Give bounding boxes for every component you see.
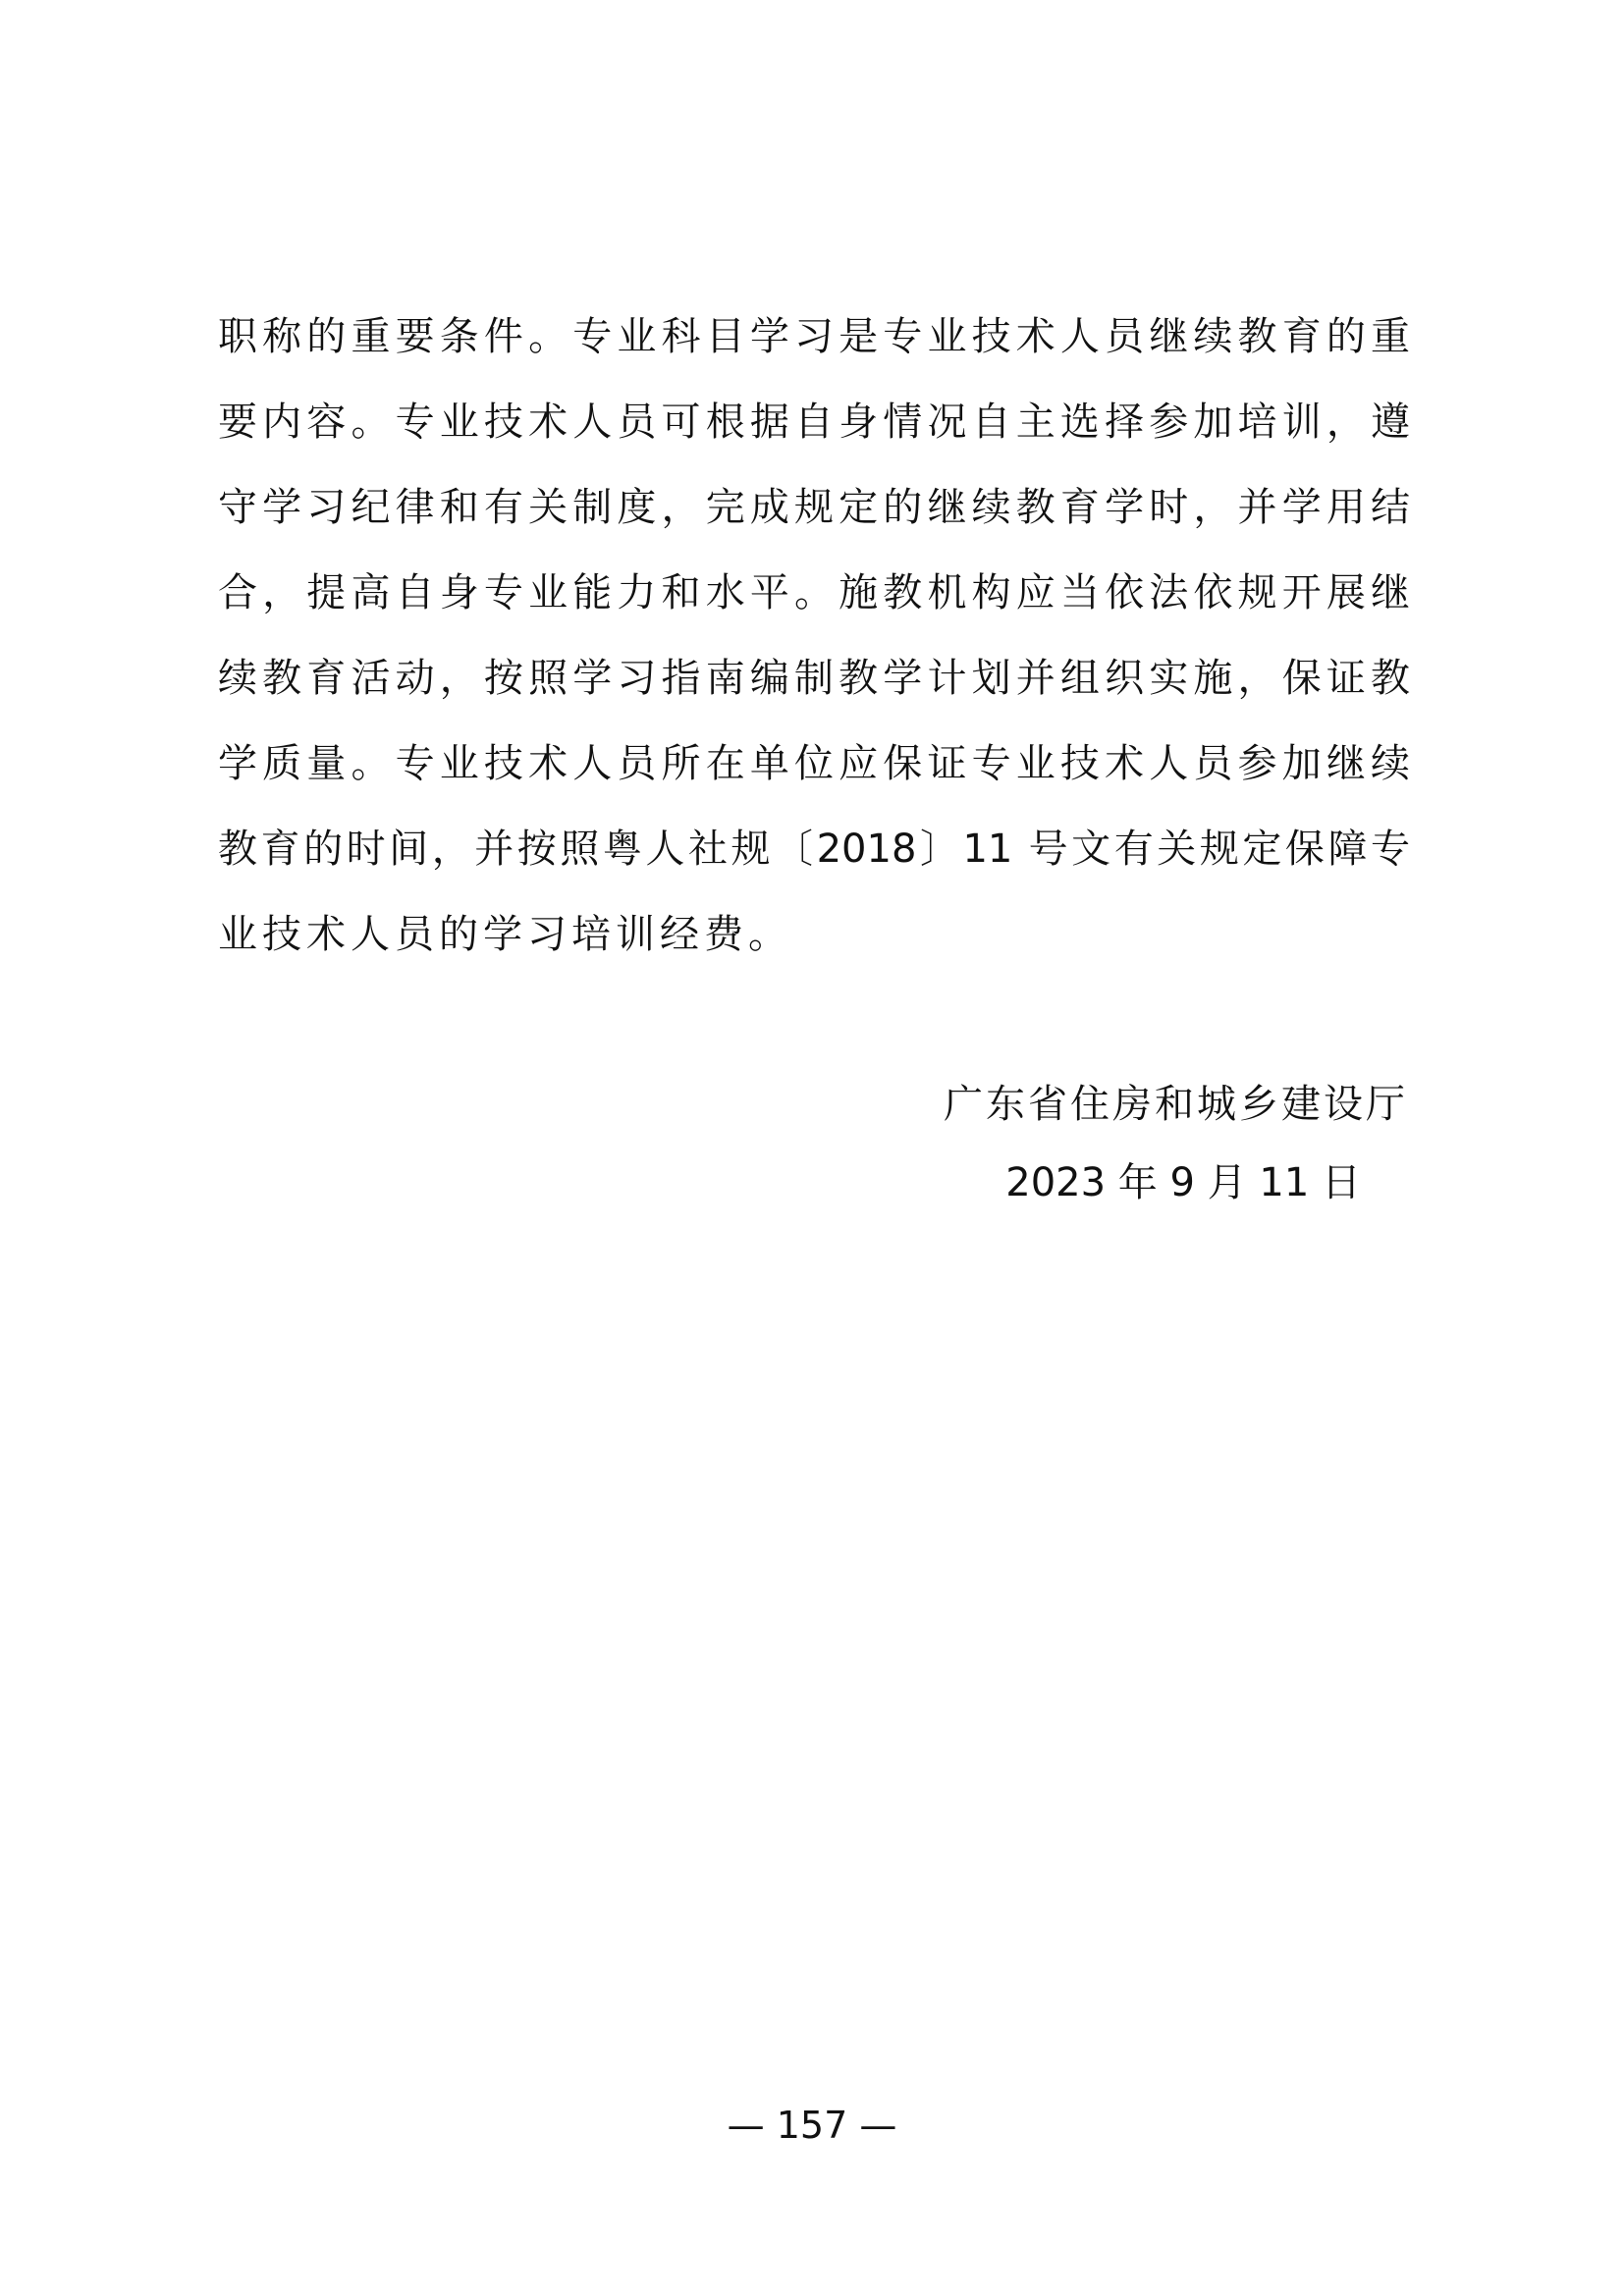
paragraph-line-6: 学质量。专业技术人员所在单位应保证专业技术人员参加继续 xyxy=(218,741,1410,786)
issuing-organization: 广东省住房和城乡建设厅 xyxy=(944,1082,1408,1127)
paragraph-line-3: 守学习纪律和有关制度，完成规定的继续教育学时，并学用结 xyxy=(218,485,1410,530)
paragraph-line-4: 合，提高自身专业能力和水平。施教机构应当依法依规开展继 xyxy=(218,570,1410,615)
body-paragraph xyxy=(218,294,1410,978)
issue-date: 2023 年 9 月 11 日 xyxy=(1005,1160,1361,1205)
paragraph-line-8: 业技术人员的学习培训经费。 xyxy=(218,912,792,957)
page-number: — 157 — xyxy=(727,2104,897,2147)
paragraph-line-5: 续教育活动，按照学习指南编制教学计划并组织实施，保证教 xyxy=(218,656,1410,701)
paragraph-line-7: 教育的时间，并按照粤人社规〔2018〕11 号文有关规定保障专 xyxy=(218,827,1410,872)
paragraph-line-1: 职称的重要条件。专业科目学习是专业技术人员继续教育的重 xyxy=(218,314,1410,359)
paragraph-line-2: 要内容。专业技术人员可根据自身情况自主选择参加培训，遵 xyxy=(218,400,1410,445)
signature-block xyxy=(944,1065,1408,1222)
